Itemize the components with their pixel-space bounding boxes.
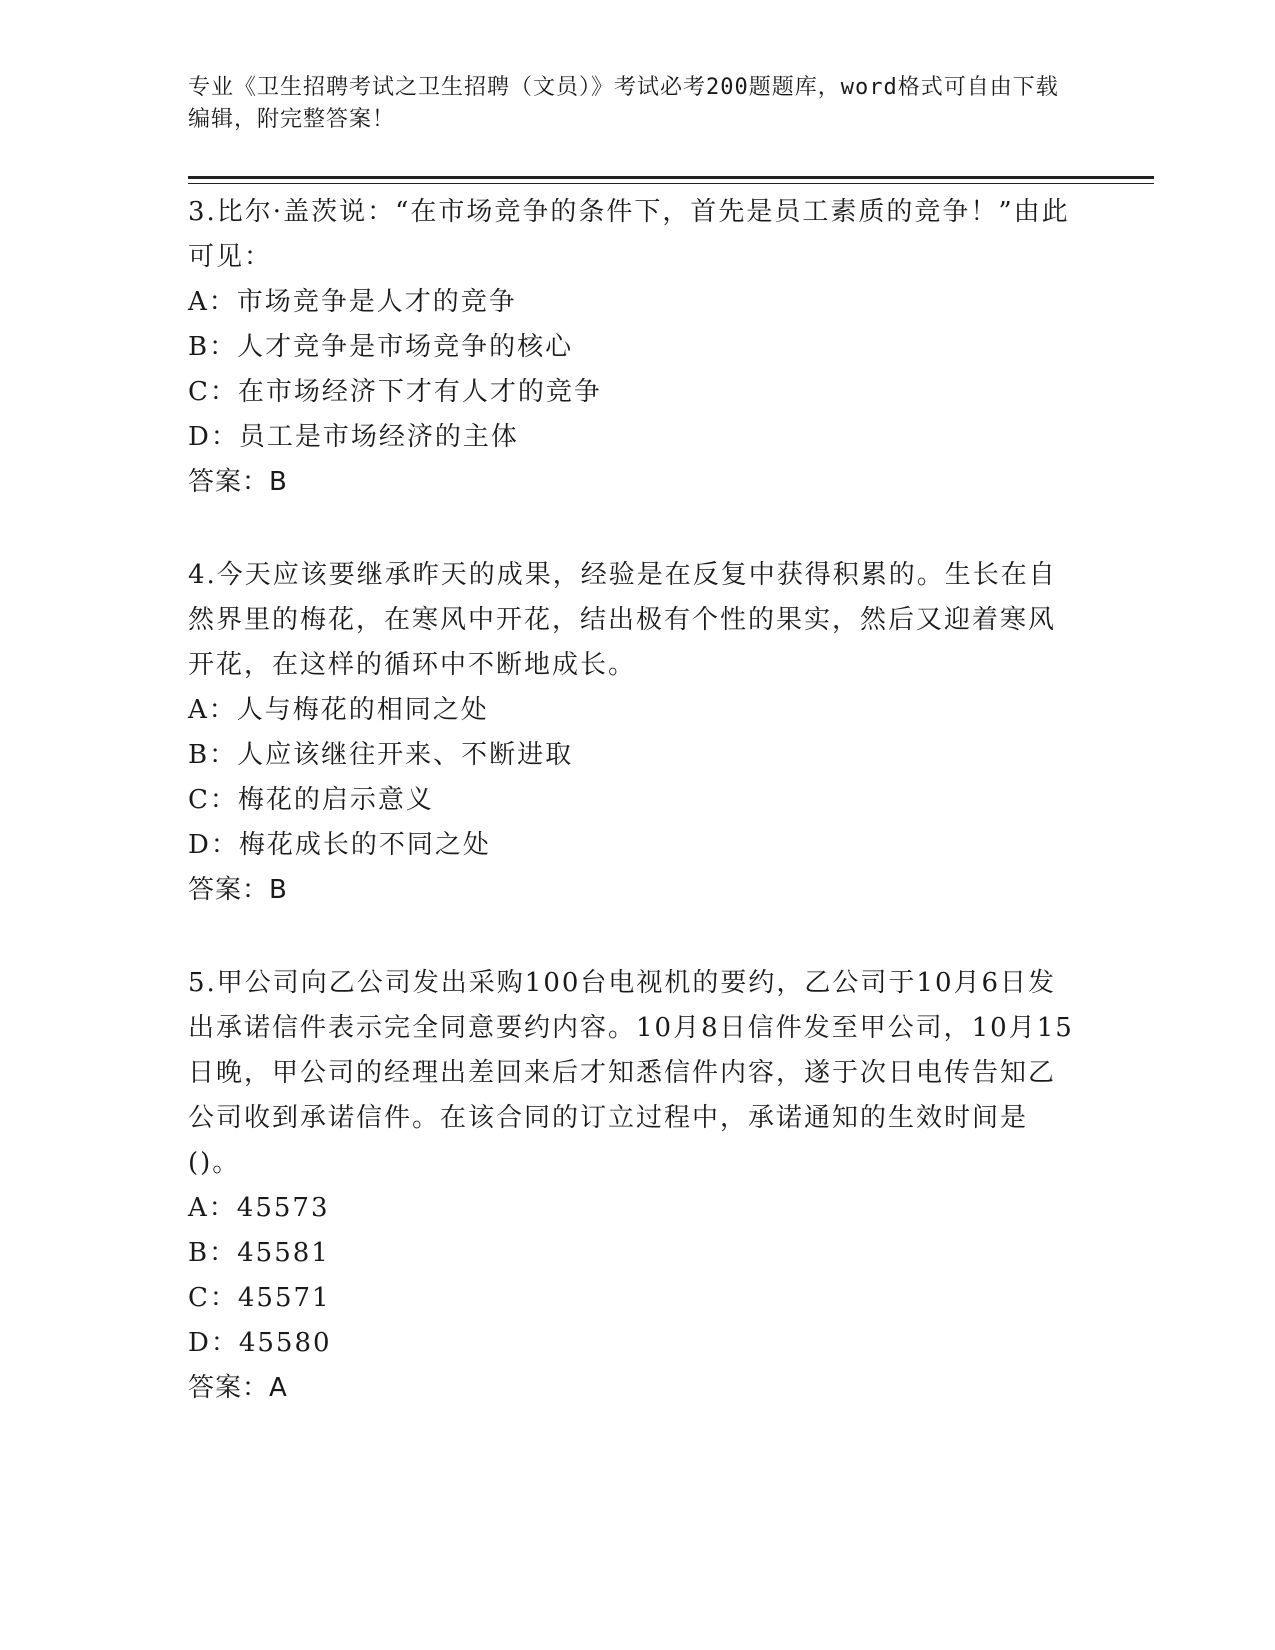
question-3: [188, 190, 1078, 505]
option-c: C：45571: [188, 1283, 331, 1313]
option-a: A：市场竞争是人才的竞争: [188, 287, 517, 317]
header-divider-thin: [188, 183, 1154, 184]
question-4: [188, 553, 1078, 913]
question-stem: 4.今天应该要继承昨天的成果，经验是在反复中获得积累的。生长在自然界里的梅花，在寒风中开花，结出极有个性的果实，然后又迎着寒风开花，在这样的循环中不断地成长。: [188, 560, 1057, 680]
option-c: C：在市场经济下才有人才的竞争: [188, 377, 602, 407]
answer: 答案：B: [188, 875, 288, 905]
option-a: A：人与梅花的相同之处: [188, 695, 489, 725]
question-stem: 5.甲公司向乙公司发出采购100台电视机的要约，乙公司于10月6日发出承诺信件表示完全同意要约内容。10月8日信件发至甲公司，10月15日晚，甲公司的经理出差回来后才知悉信件内容，遂于次日电传告知乙公司收到承诺信件。在该合同的订立过程中，承诺通知的生效时间是()。: [188, 968, 1074, 1178]
option-d: D：45580: [188, 1328, 332, 1358]
option-b: B：人应该继往开来、不断进取: [188, 740, 574, 770]
option-b: B：人才竞争是市场竞争的核心: [188, 332, 574, 362]
answer: 答案：B: [188, 467, 288, 497]
header-divider-thick: [188, 176, 1154, 179]
option-c: C：梅花的启示意义: [188, 785, 434, 815]
option-d: D：员工是市场经济的主体: [188, 422, 519, 452]
answer: 答案：A: [188, 1373, 288, 1403]
document-title: 专业《卫生招聘考试之卫生招聘（文员）》考试必考200题题库，word格式可自由下载编辑，附完整答案！: [188, 75, 1059, 132]
question-5: [188, 961, 1078, 1411]
option-b: B：45581: [188, 1238, 330, 1268]
question-stem: 3.比尔·盖茨说：“在市场竞争的条件下，首先是员工素质的竞争！”由此可见：: [188, 197, 1070, 272]
document-header: [188, 72, 1068, 136]
option-a: A：45573: [188, 1193, 330, 1223]
option-d: D：梅花成长的不同之处: [188, 830, 491, 860]
